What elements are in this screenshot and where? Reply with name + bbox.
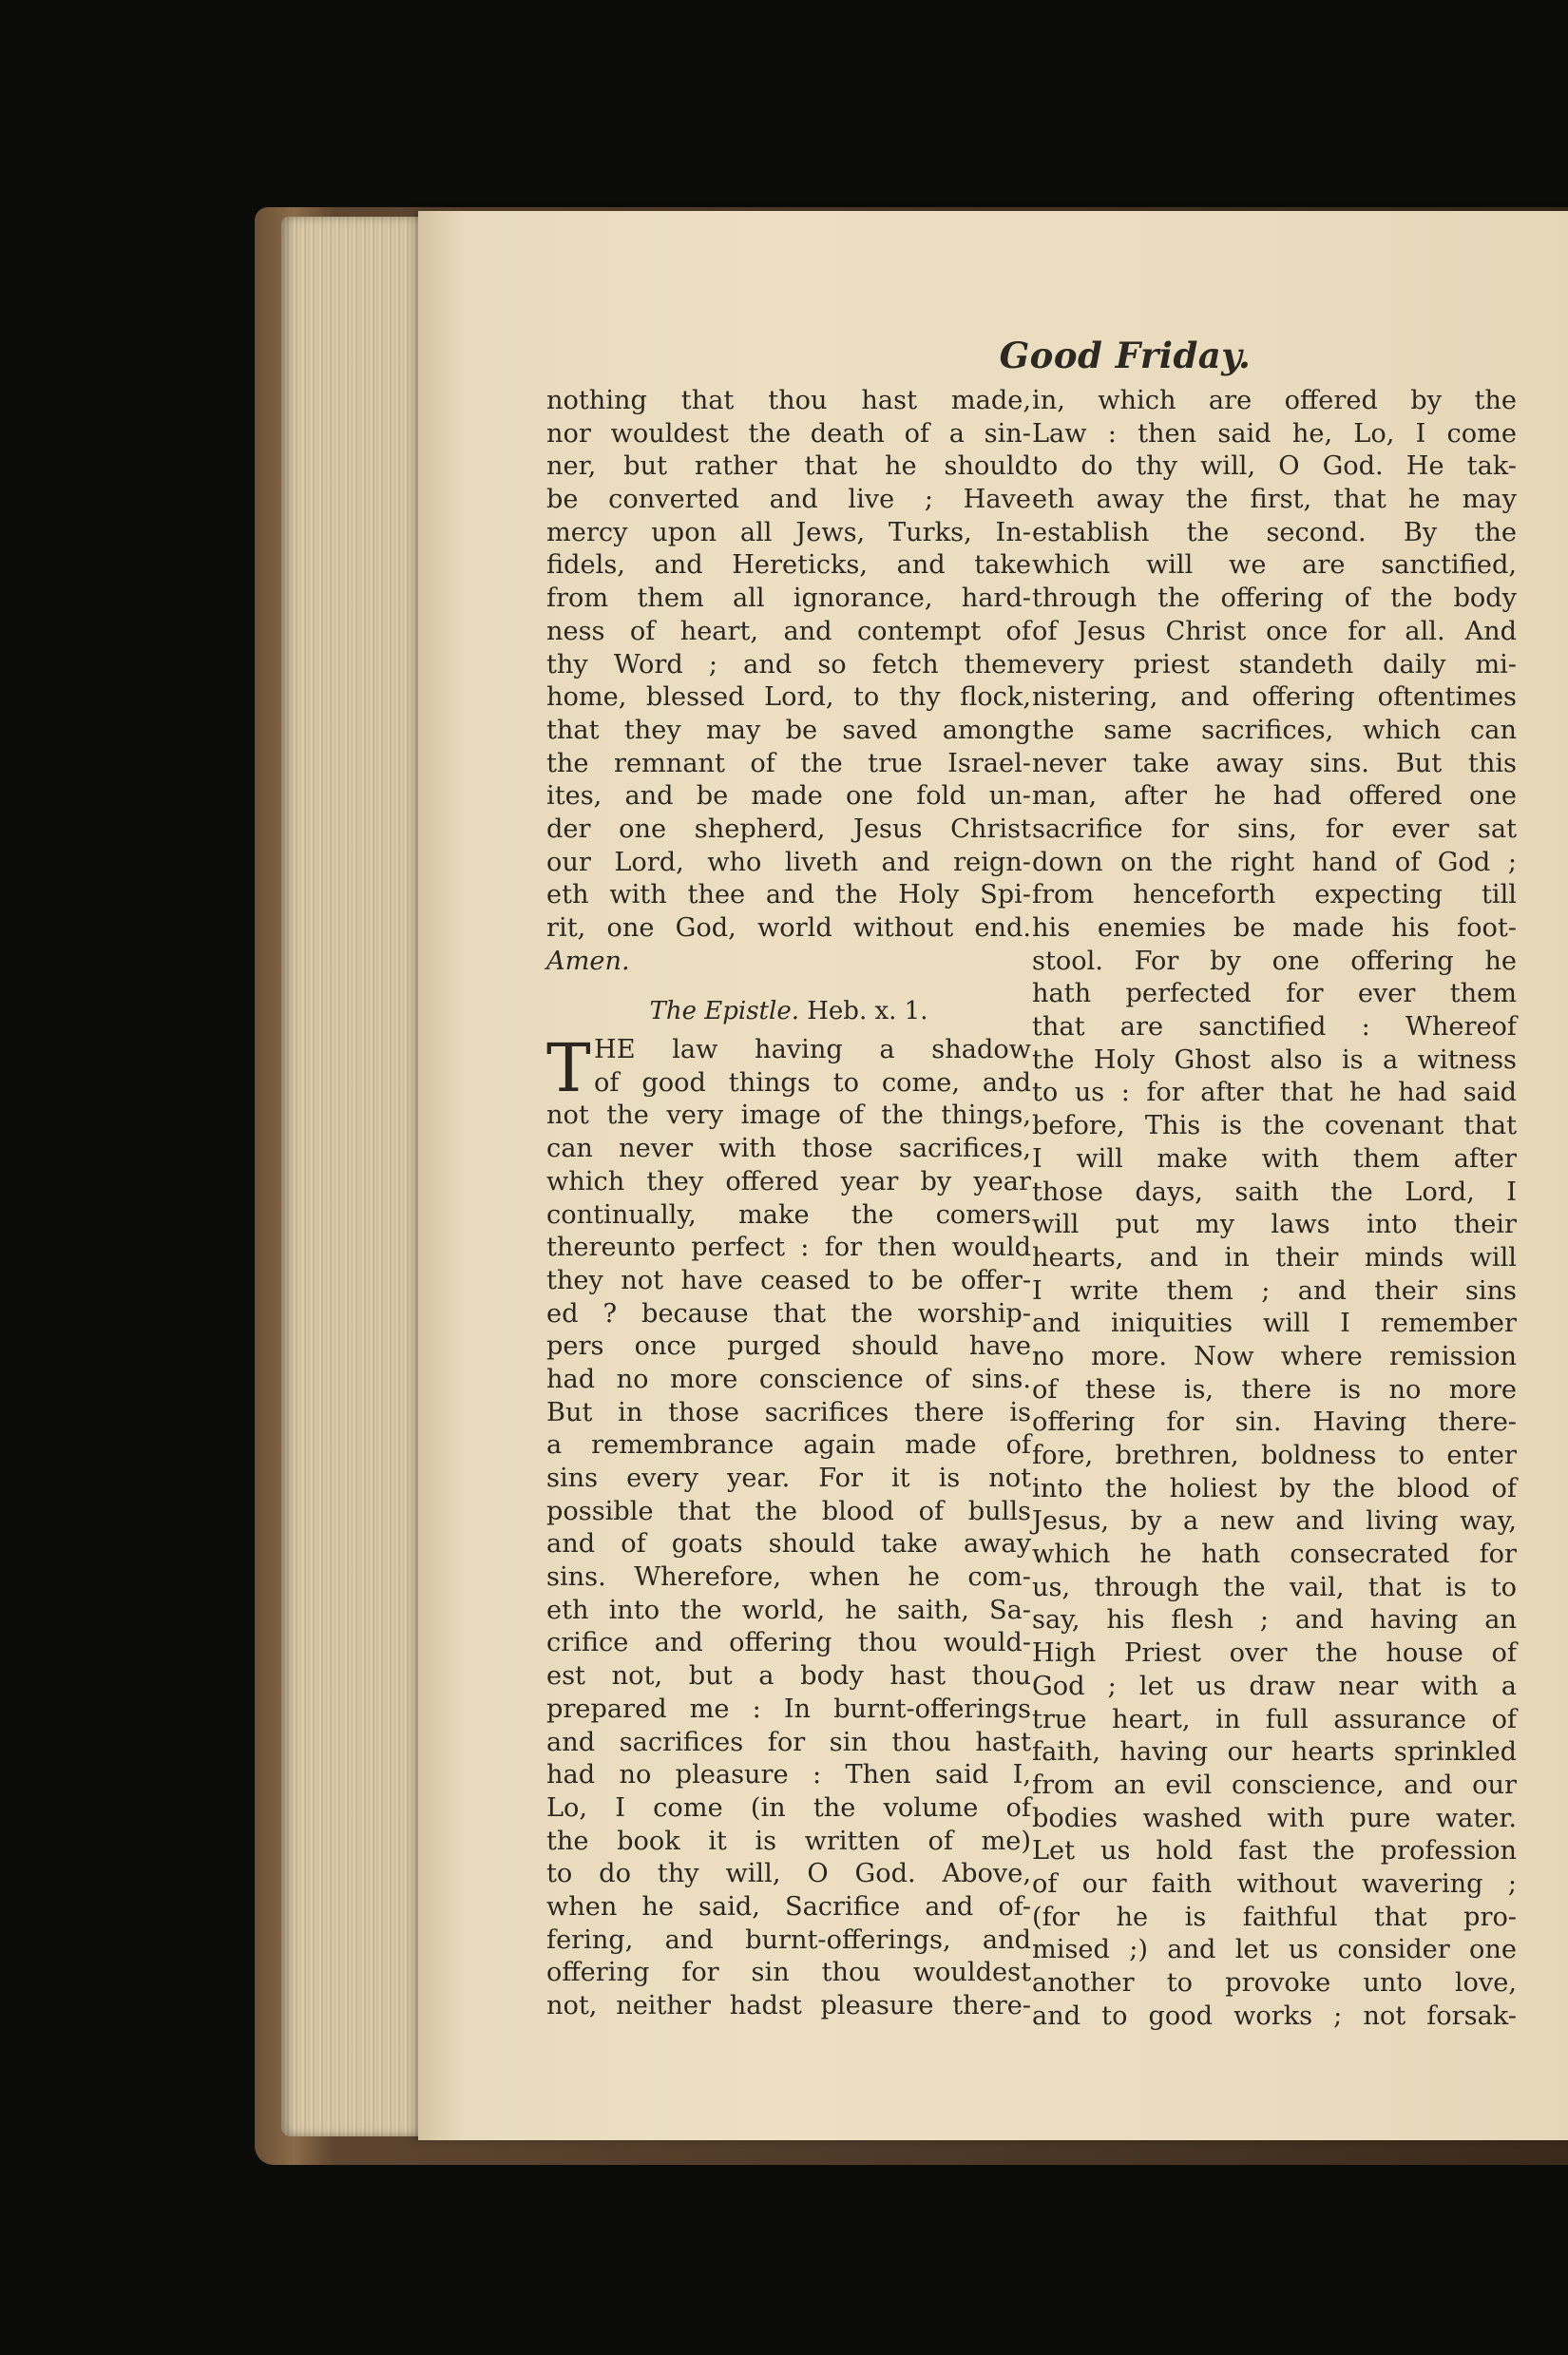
left-column xyxy=(546,385,1031,2023)
page-edges xyxy=(281,217,433,2136)
text-line: ner, but rather that he should xyxy=(546,451,1031,482)
text-line: prepared me : In burnt-offerings xyxy=(546,1694,1031,1724)
text-line: pers once purged should have xyxy=(546,1331,1031,1362)
text-line: they not have ceased to be offer- xyxy=(546,1265,1031,1295)
text-line: eth with thee and the Holy Spi- xyxy=(546,880,1031,910)
text-line: before, This is the covenant that xyxy=(1032,1111,1517,1141)
text-line: his enemies be made his foot- xyxy=(1032,913,1517,943)
epistle-heading-label: The Epistle. xyxy=(649,997,799,1026)
text-line: another to provoke unto love, xyxy=(1032,1968,1517,1998)
text-line: der one shepherd, Jesus Christ xyxy=(546,814,1031,844)
text-line: from henceforth expecting till xyxy=(1032,880,1517,910)
epistle-text-right xyxy=(1032,385,1517,2033)
text-line: and to good works ; not forsak- xyxy=(1032,2001,1517,2031)
text-line: that they may be saved among xyxy=(546,715,1031,745)
text-line: est not, but a body hast thou xyxy=(546,1661,1031,1692)
text-line: a remembrance again made of xyxy=(546,1430,1031,1461)
text-line: from them all ignorance, hard- xyxy=(546,584,1031,614)
text-line: HE law having a shadow xyxy=(594,1035,1031,1065)
text-line: Law : then said he, Lo, I come xyxy=(1032,418,1517,449)
collect-text xyxy=(546,385,1031,946)
text-line: home, blessed Lord, to thy flock, xyxy=(546,682,1031,713)
text-line: to us : for after that he had said xyxy=(1032,1078,1517,1108)
text-line: can never with those sacrifices, xyxy=(546,1134,1031,1164)
text-line: thy Word ; and so fetch them xyxy=(546,649,1031,680)
text-line: (for he is faithful that pro- xyxy=(1032,1902,1517,1932)
text-line: in, which are offered by the xyxy=(1032,386,1517,415)
text-line: fidels, and Hereticks, and take xyxy=(546,550,1031,581)
text-line: God ; let us draw near with a xyxy=(1032,1671,1517,1701)
text-line: had no more conscience of sins. xyxy=(546,1364,1031,1394)
text-line: the book it is written of me) xyxy=(546,1826,1031,1856)
text-line: the same sacrifices, which can xyxy=(1032,715,1517,745)
text-line: from an evil conscience, and our xyxy=(1032,1770,1517,1800)
epistle-opening xyxy=(546,1029,1031,1108)
text-line: eth away the first, that he may xyxy=(1032,485,1517,515)
text-line: to do thy will, O God. Above, xyxy=(546,1859,1031,1889)
text-line: and iniquities will I remember xyxy=(1032,1309,1517,1339)
text-line: every priest standeth daily mi- xyxy=(1032,649,1517,680)
text-line: true heart, in full assurance of xyxy=(1032,1704,1517,1734)
text-line: ness of heart, and contempt of xyxy=(546,616,1031,646)
text-line: sins every year. For it is not xyxy=(546,1464,1031,1493)
text-line: the Holy Ghost also is a witness xyxy=(1032,1044,1517,1075)
text-line: faith, having our hearts sprinkled xyxy=(1032,1737,1517,1768)
text-line: of these is, there is no more xyxy=(1032,1374,1517,1405)
text-line: had no pleasure : Then said I, xyxy=(546,1760,1031,1790)
text-line: I will make with them after xyxy=(1032,1143,1517,1174)
text-line: sins. Wherefore, when he com- xyxy=(546,1562,1031,1593)
epistle-heading xyxy=(546,995,1031,1028)
text-line: us, through the vail, that is to xyxy=(1032,1572,1517,1602)
book-page xyxy=(418,211,1568,2140)
text-line: never take away sins. But this xyxy=(1032,748,1517,778)
text-line: But in those sacrifices there is xyxy=(546,1397,1031,1427)
text-line: continually, make the comers xyxy=(546,1199,1031,1230)
text-line: which he hath consecrated for xyxy=(1032,1540,1517,1570)
epistle-heading-reference: Heb. x. 1. xyxy=(807,997,928,1026)
drop-cap: T xyxy=(546,1029,591,1108)
text-line: fore, brethren, boldness to enter xyxy=(1032,1441,1517,1470)
text-line: possible that the blood of bulls xyxy=(546,1496,1031,1526)
text-line: and sacrifices for sin thou hast xyxy=(546,1727,1031,1757)
text-line: nor wouldest the death of a sin- xyxy=(546,418,1031,449)
text-line: of our faith without wavering ; xyxy=(1032,1868,1517,1899)
text-line: hath perfected for ever them xyxy=(1032,979,1517,1009)
text-line: crifice and offering thou would- xyxy=(546,1628,1031,1658)
text-line: down on the right hand of God ; xyxy=(1032,847,1517,877)
text-line: hearts, and in their minds will xyxy=(1032,1242,1517,1273)
text-line: say, his flesh ; and having an xyxy=(1032,1605,1517,1636)
text-line: through the offering of the body xyxy=(1032,584,1517,614)
text-line: offering for sin thou wouldest xyxy=(546,1958,1031,1988)
text-line: eth into the world, he saith, Sa- xyxy=(546,1595,1031,1625)
text-line: that are sanctified : Whereof xyxy=(1032,1012,1517,1043)
amen-line: Amen. xyxy=(546,946,630,976)
text-line: nothing that thou hast made, xyxy=(546,386,1031,415)
text-line: stool. For by one offering he xyxy=(1032,946,1517,976)
text-line: into the holiest by the blood of xyxy=(1032,1473,1517,1503)
text-line: I write them ; and their sins xyxy=(1032,1275,1517,1306)
text-line: ites, and be made one fold un- xyxy=(546,781,1031,812)
text-line: mised ;) and let us consider one xyxy=(1032,1935,1517,1965)
text-line: be converted and live ; Have xyxy=(546,485,1031,515)
text-line: bodies washed with pure water. xyxy=(1032,1803,1517,1833)
text-line: of Jesus Christ once for all. And xyxy=(1032,616,1517,646)
text-line: when he said, Sacrifice and of- xyxy=(546,1891,1031,1922)
text-line: which they offered year by year xyxy=(546,1166,1031,1197)
text-line: which will we are sanctified, xyxy=(1032,550,1517,581)
drop-cap-lines xyxy=(546,1029,1031,1108)
text-line: Let us hold fast the profession xyxy=(1032,1836,1517,1867)
text-line: and of goats should take away xyxy=(546,1529,1031,1560)
right-column xyxy=(1032,385,1517,2033)
text-line: ed ? because that the worship- xyxy=(546,1298,1031,1329)
epistle-text-left xyxy=(546,1100,1031,2022)
text-line: rit, one God, world without end. xyxy=(546,913,1031,943)
text-line: of good things to come, and xyxy=(594,1067,1031,1098)
text-line: High Priest over the house of xyxy=(1032,1638,1517,1669)
text-line: nistering, and offering oftentimes xyxy=(1032,682,1517,713)
text-line: offering for sin. Having there- xyxy=(1032,1407,1517,1438)
text-line: no more. Now where remission xyxy=(1032,1341,1517,1371)
text-line: fering, and burnt-offerings, and xyxy=(546,1924,1031,1955)
text-line: will put my laws into their xyxy=(1032,1210,1517,1240)
text-line: establish the second. By the xyxy=(1032,517,1517,547)
text-line: sacrifice for sins, for ever sat xyxy=(1032,814,1517,844)
text-line: those days, saith the Lord, I xyxy=(1032,1177,1517,1207)
text-line: Lo, I come (in the volume of xyxy=(546,1792,1031,1823)
text-line: the remnant of the true Israel- xyxy=(546,748,1031,778)
text-line: not, neither hadst pleasure there- xyxy=(546,1991,1031,2020)
text-line: Jesus, by a new and living way, xyxy=(1032,1506,1517,1537)
text-line: our Lord, who liveth and reign- xyxy=(546,847,1031,877)
text-line: mercy upon all Jews, Turks, In- xyxy=(546,517,1031,547)
text-line: man, after he had offered one xyxy=(1032,781,1517,812)
text-line: to do thy will, O God. He tak- xyxy=(1032,451,1517,482)
text-line: not the very image of the things, xyxy=(546,1101,1031,1131)
page-title: Good Friday. xyxy=(999,335,1252,376)
text-line: thereunto perfect : for then would xyxy=(546,1233,1031,1263)
